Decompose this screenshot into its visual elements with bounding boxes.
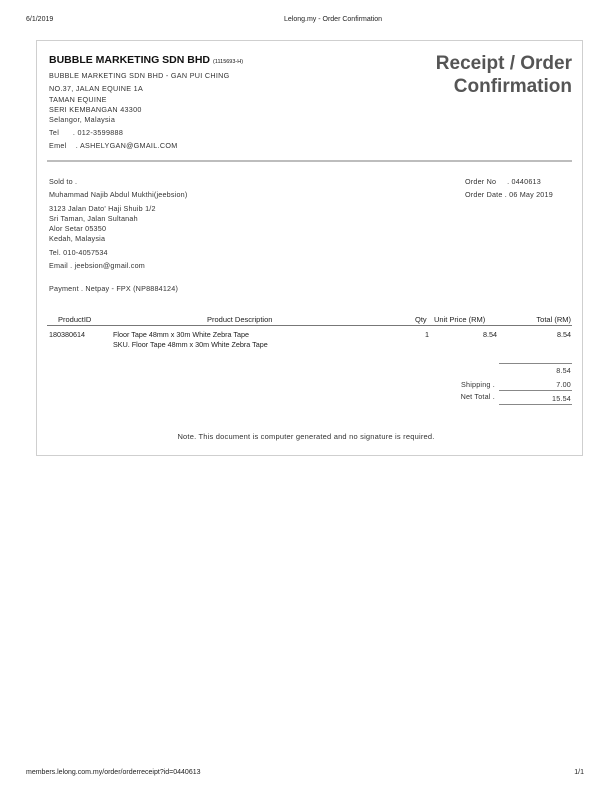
col-header-total: Total (RM) [536,315,571,324]
net-total-underline [499,404,572,405]
print-date: 6/1/2019 [26,16,54,23]
shipping-label: Shipping . [461,380,495,389]
print-url: members.lelong.com.my/order/orderreceipt?id=0440613 [26,769,201,776]
net-total-label: Net Total . [460,392,495,401]
company-address-line: BUBBLE MARKETING SDN BHD - GAN PUI CHING [49,71,230,80]
col-header-qty: Qty [415,315,427,324]
company-reg-number: (1115693-H) [213,59,244,65]
buyer-address-line: 3123 Jalan Dato' Haji Shuib 1/2 [49,204,156,213]
buyer-address-line: Sri Taman, Jalan Sultanah [49,214,138,223]
subtotal-divider [499,363,572,364]
shipping-value: 7.00 [556,380,571,389]
sold-to-label: Sold to . [49,177,78,186]
company-address-line: Selangor, Malaysia [49,115,116,124]
row-qty: 1 [425,330,429,339]
buyer-email: Email . jeebsion@gmail.com [49,261,145,270]
document-title: Receipt / Order Confirmation [435,53,572,97]
table-header-divider [47,325,572,326]
col-header-product-id: ProductID [58,315,92,324]
computer-generated-note: Note. This document is computer generated and no signature is required. [177,432,435,441]
receipt-card [36,40,583,456]
buyer-address-line: Kedah, Malaysia [49,234,106,243]
company-name: BUBBLE MARKETING SDN BHD (1115693-H) [49,54,244,66]
row-product-id: 180380614 [49,330,85,339]
net-total-divider [499,390,572,391]
row-description: Floor Tape 48mm x 30m White Zebra Tape [113,330,249,339]
company-tel: Tel . 012-3599888 [49,128,124,137]
buyer-tel: Tel. 010-4057534 [49,248,108,257]
section-divider [47,160,572,162]
col-header-unit-price: Unit Price (RM) [434,315,486,324]
row-sku: SKU. Floor Tape 48mm x 30m White Zebra Tape [113,340,268,349]
company-email: Emel . ASHELYGAN@GMAIL.COM [49,141,178,150]
company-address-line: SERI KEMBANGAN 43300 [49,105,142,114]
col-header-description: Product Description [207,315,273,324]
print-page-title: Lelong.my - Order Confirmation [284,16,383,23]
company-address-line: NO.37, JALAN EQUINE 1A [49,84,144,93]
buyer-name: Muhammad Najib Abdul Mukthi(jeebsion) [49,190,188,199]
company-address-line: TAMAN EQUINE [49,95,107,104]
payment-method: Payment . Netpay - FPX (NP8884124) [49,284,179,293]
print-page-count: 1/1 [574,769,584,776]
order-number: Order No . 0440613 [465,177,541,186]
net-total-value: 15.54 [552,394,571,403]
buyer-address-line: Alor Setar 05350 [49,224,107,233]
row-total: 8.54 [557,330,571,339]
order-date: Order Date . 06 May 2019 [465,190,553,199]
row-unit-price: 8.54 [483,330,497,339]
subtotal-value: 8.54 [556,366,571,375]
